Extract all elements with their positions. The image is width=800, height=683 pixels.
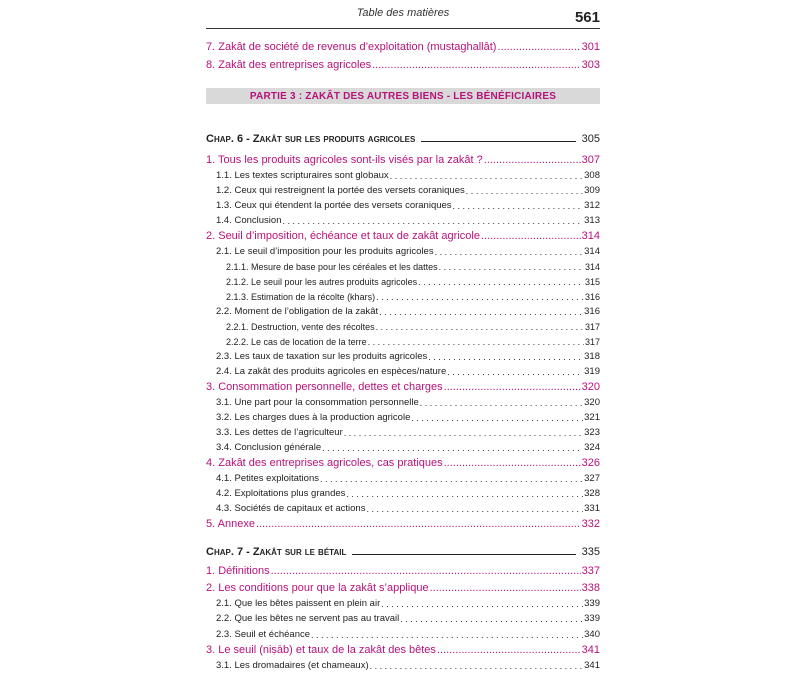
dot-leader (379, 305, 583, 317)
chapter-title: Chap. 7 - Zakât sur le bétail (206, 546, 347, 558)
toc-entry-page: 319 (584, 366, 600, 377)
toc-entry[interactable] (206, 227, 600, 242)
toc-entry[interactable] (206, 579, 600, 594)
toc-entry-text: 2.3. Seuil et échéance (216, 629, 311, 640)
toc-entry-text: 2.1. Que les bêtes paissent en plein air (216, 598, 381, 609)
toc-entry-page: 312 (584, 200, 600, 211)
toc-entry-text: 3. Le seuil (niṣāb) et taux de la zakât des bêtes (206, 644, 436, 656)
toc-entry[interactable] (206, 562, 600, 577)
page-number: 561 (574, 9, 600, 26)
toc-entry-text: 2.2.1. Destruction, vente des récoltes (226, 322, 375, 332)
toc-entry-text: 1. Tous les produits agricoles sont-ils visés par la zakât ? (206, 154, 483, 166)
dot-leader (428, 350, 583, 362)
toc-entry[interactable] (206, 242, 600, 257)
toc-entry[interactable] (206, 484, 600, 499)
dot-leader (344, 426, 583, 438)
toc-entry-page: 301 (581, 41, 600, 53)
toc-entry-page: 309 (584, 185, 600, 196)
dot-leader (400, 612, 583, 624)
toc-entry-text: 1.2. Ceux qui restreignent la portée des versets coraniques (216, 185, 465, 196)
toc-entry[interactable] (206, 499, 600, 514)
toc-entry-page: 314 (581, 230, 600, 242)
toc-entry[interactable] (206, 38, 600, 53)
toc-entry[interactable] (206, 378, 600, 393)
toc-entry-page: 331 (584, 503, 600, 514)
toc-entry-page: 303 (581, 59, 600, 71)
chapter-page: 335 (581, 546, 600, 558)
toc-entry-text: 1.4. Conclusion (216, 215, 282, 226)
toc-entry-text: 2.1.3. Estimation de la récolte (kharṣ) (226, 292, 376, 302)
toc-entry-page: 328 (584, 488, 600, 499)
dot-leader (439, 260, 584, 272)
chapter-page: 305 (581, 133, 600, 145)
toc-entry-page: 326 (581, 457, 600, 469)
toc-entry[interactable] (206, 56, 600, 71)
toc-entry-page: 321 (584, 412, 600, 423)
chapter-title: Chap. 6 - Zakât sur les produits agricoles (206, 133, 416, 145)
toc-entry[interactable] (206, 469, 600, 484)
dot-leader (484, 154, 581, 166)
dot-leader (497, 41, 580, 53)
toc-entry-page: 340 (584, 629, 600, 640)
dot-leader (368, 335, 584, 347)
toc-entry-page: 318 (584, 351, 600, 362)
toc-entry-text: 2.1.1. Mesure de base pour les céréales et les dattes (226, 262, 438, 272)
toc-entry[interactable] (206, 656, 600, 671)
toc-entry[interactable] (206, 641, 600, 656)
toc-entry[interactable] (206, 151, 600, 166)
toc-entry-page: 337 (581, 565, 600, 577)
toc-entry-page: 308 (584, 170, 600, 181)
dot-leader (453, 199, 584, 211)
dot-leader (420, 396, 583, 408)
page-header (206, 4, 600, 29)
toc-entry-page: 341 (581, 644, 600, 656)
toc-entry-text: 2.1. Le seuil d’imposition pour les produits agricoles (216, 246, 434, 257)
toc-entry-text: 5. Annexe (206, 518, 255, 530)
dot-leader (444, 457, 581, 469)
toc-entry[interactable] (206, 196, 600, 211)
dot-leader (366, 502, 583, 514)
dot-leader (447, 365, 583, 377)
toc-entry-page: 332 (581, 518, 600, 530)
toc-entry-page: 314 (584, 262, 600, 272)
toc-entry[interactable] (206, 393, 600, 408)
dot-leader (435, 245, 584, 257)
toc-entry-text: 4.3. Sociétés de capitaux et actions (216, 503, 366, 514)
toc-entry-page: 316 (584, 306, 600, 317)
toc-entry[interactable] (206, 272, 600, 287)
toc-entry-text: 7. Zakât de société de revenus d’exploitation (mustaghallât) (206, 41, 497, 53)
dot-leader (381, 597, 583, 609)
dot-leader (256, 518, 581, 530)
dot-leader (390, 169, 583, 181)
dot-leader (271, 565, 581, 577)
toc-entry[interactable] (206, 438, 600, 453)
toc-entry-text: 2.4. La zakât des produits agricoles en espèces/nature (216, 366, 447, 377)
toc-entry-page: 320 (581, 381, 600, 393)
chapter-heading[interactable] (206, 130, 600, 145)
toc-entry-page: 315 (584, 277, 600, 287)
toc-entry-text: 3.1. Une part pour la consommation personnelle (216, 397, 419, 408)
dot-leader (430, 582, 581, 594)
toc-entry-text: 4. Zakât des entreprises agricoles, cas pratiques (206, 457, 443, 469)
dot-leader (376, 320, 584, 332)
toc-entry-text: 4.1. Petites exploitations (216, 473, 319, 484)
toc-entry-page: 339 (584, 613, 600, 624)
toc-entry-text: 8. Zakât des entreprises agricoles (206, 59, 372, 71)
dot-leader (411, 411, 583, 423)
toc-entry[interactable] (206, 302, 600, 317)
toc-entry-page: 341 (584, 660, 600, 671)
toc-entry-text: 2. Seuil d’imposition, échéance et taux de zakât agricole (206, 230, 480, 242)
dot-leader (311, 628, 583, 640)
chapter-rule (421, 140, 575, 142)
toc-entry-text: 3. Consommation personnelle, dettes et charges (206, 381, 443, 393)
dot-leader (282, 214, 583, 226)
toc-entry-text: 2.2. Que les bêtes ne servent pas au travail (216, 613, 400, 624)
toc-entry[interactable] (206, 362, 600, 377)
toc-entry-text: 2. Les conditions pour que la zakât s’applique (206, 582, 429, 594)
toc-entry-page: 323 (584, 427, 600, 438)
dot-leader (444, 381, 581, 393)
toc-entry[interactable] (206, 287, 600, 302)
dot-leader (372, 59, 581, 71)
dot-leader (481, 230, 581, 242)
toc-entry[interactable] (206, 625, 600, 640)
toc-entry-page: 314 (584, 246, 600, 257)
toc-entry-page: 316 (584, 292, 600, 302)
toc-entry-page: 327 (584, 473, 600, 484)
dot-leader (466, 184, 583, 196)
toc-entry-text: 3.1. Les dromadaires (et chameaux) (216, 660, 369, 671)
dot-leader (370, 659, 584, 671)
toc-entry[interactable] (206, 257, 600, 272)
toc-entry-text: 4.2. Exploitations plus grandes (216, 488, 346, 499)
toc-entry-text: 2.3. Les taux de taxation sur les produits agricoles (216, 351, 428, 362)
toc-entry-text: 2.2.2. Le cas de location de la terre (226, 337, 367, 347)
toc-entry[interactable] (206, 609, 600, 624)
toc-entry[interactable] (206, 347, 600, 362)
toc-entry[interactable] (206, 332, 600, 347)
dot-leader (437, 644, 581, 656)
toc-entry[interactable] (206, 408, 600, 423)
toc-entry-text: 1. Définitions (206, 565, 270, 577)
toc-entry[interactable] (206, 515, 600, 530)
dot-leader (322, 441, 583, 453)
dot-leader (418, 275, 584, 287)
toc-entry-text: 3.2. Les charges dues à la production agricole (216, 412, 411, 423)
toc-entry-text: 3.4. Conclusion générale (216, 442, 322, 453)
toc-entry-text: 1.1. Les textes scripturaires sont globaux (216, 170, 389, 181)
toc-entry-text: 2.2. Moment de l’obligation de la zakât (216, 306, 379, 317)
part-heading: PARTIE 3 : ZAKÂT DES AUTRES BIENS - LES BÉNÉFICIAIRES (206, 88, 600, 104)
toc-entry[interactable] (206, 594, 600, 609)
toc-entry-page: 320 (584, 397, 600, 408)
running-title: Table des matières (356, 7, 450, 19)
dot-leader (320, 472, 583, 484)
toc-entry[interactable] (206, 454, 600, 469)
toc-entry[interactable] (206, 211, 600, 226)
toc-entry-page: 307 (581, 154, 600, 166)
toc-entry[interactable] (206, 317, 600, 332)
toc-entry-text: 2.1.2. Le seuil pour les autres produits agricoles (226, 277, 418, 287)
toc-entry-page: 317 (584, 337, 600, 347)
chapter-heading[interactable] (206, 543, 600, 558)
toc-entry[interactable] (206, 166, 600, 181)
toc-entry-page: 317 (584, 322, 600, 332)
toc-entry[interactable] (206, 181, 600, 196)
toc-entry-page: 339 (584, 598, 600, 609)
toc-entry-text: 1.3. Ceux qui étendent la portée des versets coraniques (216, 200, 452, 211)
chapter-rule (352, 553, 575, 555)
toc-entry-page: 324 (584, 442, 600, 453)
toc-entry-text: 3.3. Les dettes de l’agriculteur (216, 427, 343, 438)
toc-entry-page: 338 (581, 582, 600, 594)
toc-entry[interactable] (206, 423, 600, 438)
dot-leader (346, 487, 583, 499)
dot-leader (376, 290, 584, 302)
toc-entry-page: 313 (584, 215, 600, 226)
